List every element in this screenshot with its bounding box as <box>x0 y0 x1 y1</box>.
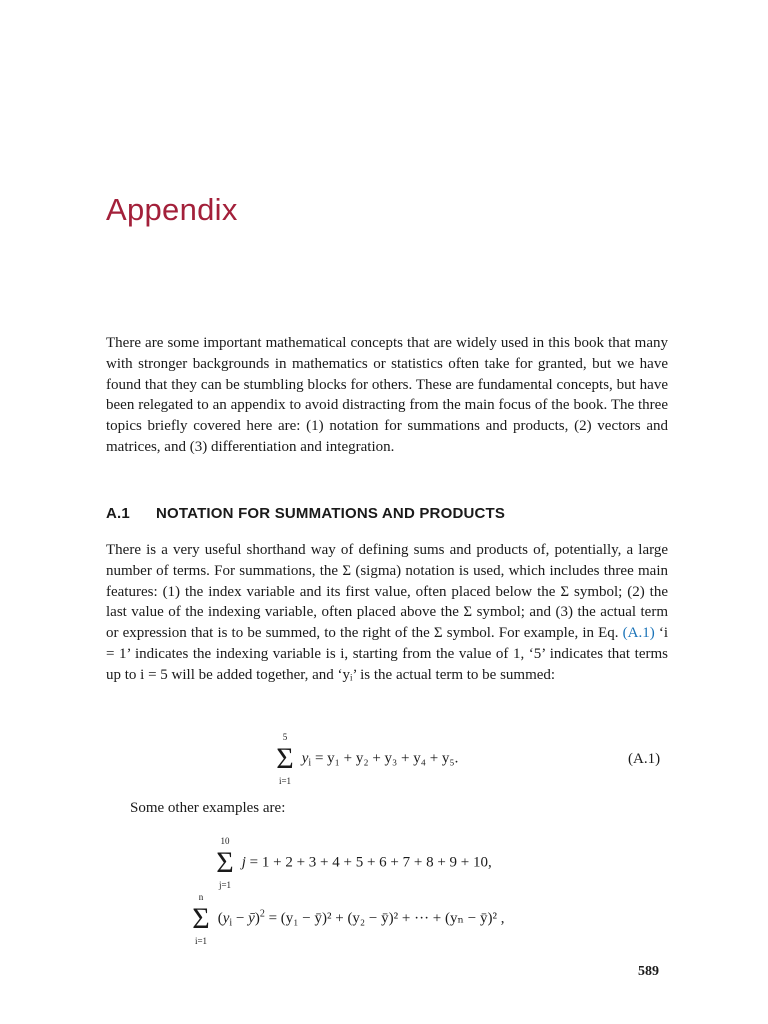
chapter-title: Appendix <box>106 192 238 227</box>
body-text-b: ‘i = 1’ indicates the indexing variable is i, starting from the value of 1, ‘5’ indicates that terms up to i = 5 will be added together, and ‘yᵢ’ is the actual term to be summed: <box>106 625 668 683</box>
intro-paragraph: There are some important mathematical concepts that are widely used in this book that many with stronger backgrounds in mathematics or statistics often take for granted, but we have found that they can be stumbling blocks for others. These are fundamental concepts, but have been relegated to an appendix to avoid distracting from the main focus of the book. The three topics briefly covered here are: (1) notation for summations and products, (2) vectors and matrices, and (3) differentiation and integration. <box>106 335 668 455</box>
section-heading <box>106 505 505 522</box>
equation-a1: 5 Σ i=1 $y_i = y_1 + y_2 + y_3 + y_4 + y_5$. <box>272 744 458 774</box>
sum-lower-limit: i=1 <box>194 936 208 946</box>
equation-number: (A.1) <box>628 751 661 767</box>
sigma-symbol: 5 Σ i=1 <box>272 744 298 774</box>
equation-rhs: = y₁ + y₂ + y₃ + y₄ + y₅. <box>314 750 459 767</box>
sum-lower-limit: i=1 <box>278 776 292 786</box>
sigma-symbol: 10 Σ j=1 <box>212 848 238 878</box>
body-text-a: There is a very useful shorthand way of defining sums and products of, potentially, a large number of terms. For summations, the Σ (sigma) notation is used, which includes three main features: (1) the index variable and its first value, often placed below the Σ symbol; (2) the last value of the indexing variable, often placed above the Σ symbol; and (3) the actual term or expression that is to be summed, to the right of the Σ symbol. For example, in Eq. <box>106 542 668 642</box>
equation-rhs: = 1 + 2 + 3 + 4 + 5 + 6 + 7 + 8 + 9 + 10, <box>249 854 492 871</box>
section-number: A.1 <box>106 505 130 522</box>
sum-upper-limit: 5 <box>282 732 288 742</box>
equation-sum-j: 10 Σ j=1 j = 1 + 2 + 3 + 4 + 5 + 6 + 7 + 8 + 9 + 10, <box>212 848 492 878</box>
body-paragraph <box>106 540 668 686</box>
sigma-symbol: n Σ i=1 <box>188 904 214 934</box>
sum-lower-limit: j=1 <box>218 880 232 890</box>
equation-link[interactable]: (A.1) <box>622 625 655 642</box>
page-number: 589 <box>638 964 659 979</box>
equation-rhs: = (y₁ − ȳ)² + (y₂ − ȳ)² + ··· + (yₙ − ȳ)² , <box>268 910 505 927</box>
sum-upper-limit: n <box>198 892 204 902</box>
section-title: NOTATION FOR SUMMATIONS AND PRODUCTS <box>156 505 506 522</box>
sum-upper-limit: 10 <box>220 836 230 846</box>
equation-sum-squares: n Σ i=1 ($y_i$ − ȳ)$^2$ = (y₁ − ȳ)² + (y₂ − ȳ)² + ··· + (yₙ − ȳ)² , <box>188 904 504 934</box>
examples-lead: Some other examples are: <box>130 800 286 816</box>
